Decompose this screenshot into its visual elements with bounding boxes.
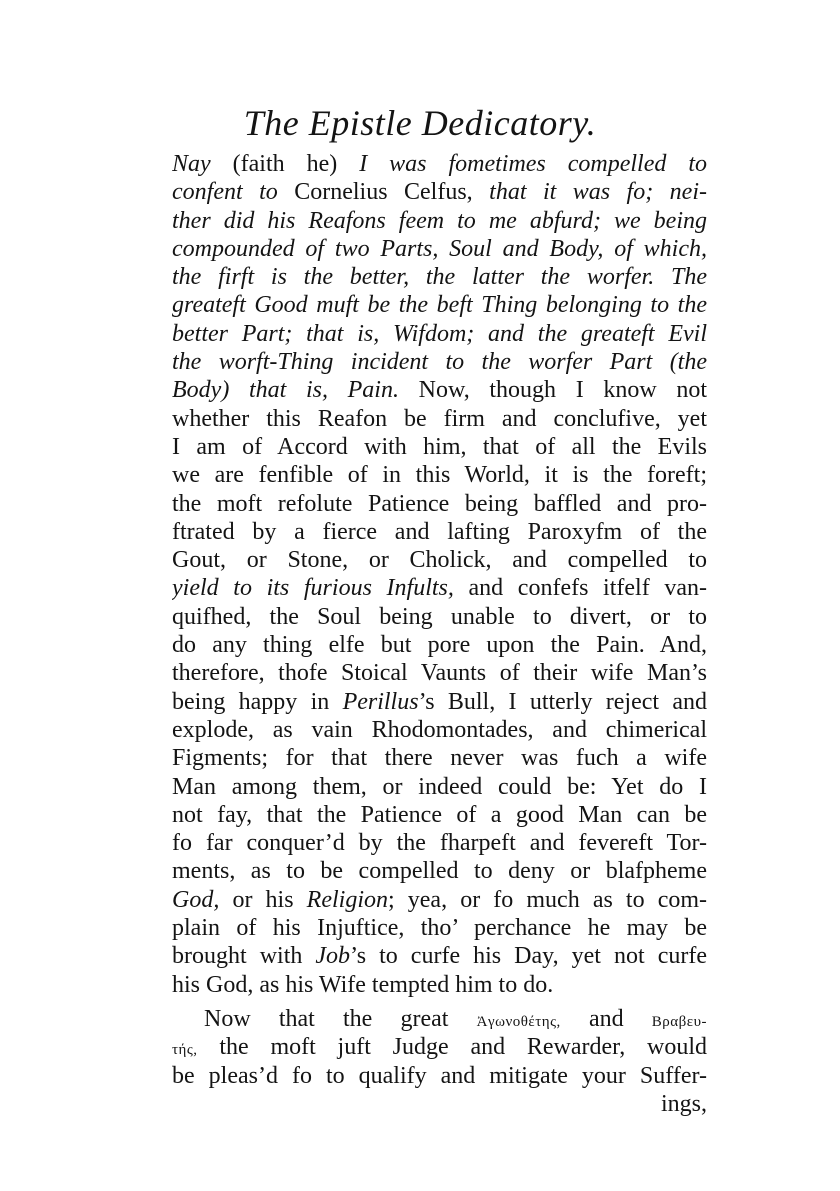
catchword <box>172 1090 707 1118</box>
roman-text: Cornelius Celfus, <box>294 179 490 206</box>
roman-text: or his <box>219 886 307 913</box>
italic-text: ther did his Reafons feem to me abfurd; we being <box>172 207 707 234</box>
text-line <box>172 1033 707 1061</box>
text-line <box>172 150 707 178</box>
italic-text: greateft Good muft be the beft Thing belonging to the <box>172 292 707 319</box>
roman-text: the moft juft Judge and Rewarder, would <box>197 1034 707 1061</box>
roman-text: brought with <box>172 943 316 970</box>
text-line <box>172 574 707 602</box>
roman-text: whether this Reafon be firm and conclufive, yet <box>172 405 707 432</box>
roman-text: and <box>560 1005 652 1032</box>
text-line <box>172 942 707 970</box>
roman-text: being happy in <box>172 688 343 715</box>
roman-text: plain of his Injuftice, tho’ perchance he may be <box>172 915 707 942</box>
roman-text: therefore, thofe Stoical Vaunts of their wife Man’s <box>172 660 707 687</box>
italic-text: compounded of two Parts, Soul and Body, of which, <box>172 235 707 262</box>
text-line <box>172 461 707 489</box>
text-line <box>172 914 707 942</box>
roman-text: ’s Bull, I utterly reject and <box>418 688 707 715</box>
italic-text: better Part; that is, Wifdom; and the greateft Evil <box>172 320 707 347</box>
text-line <box>172 291 707 319</box>
roman-text: be pleas’d fo to qualify and mitigate your Suffer- <box>172 1062 707 1089</box>
roman-text: quifhed, the Soul being unable to divert, or to <box>172 603 707 630</box>
italic-text: yield to its furious Infults, <box>172 575 454 602</box>
greek-word: τής, <box>172 1042 198 1059</box>
text-line <box>172 433 707 461</box>
roman-text: explode, as vain Rhodomontades, and chimerical <box>172 716 707 743</box>
text-line <box>172 603 707 631</box>
text-line <box>172 178 707 206</box>
text-line <box>172 744 707 772</box>
text-line <box>172 263 707 291</box>
body-text <box>172 150 707 1118</box>
roman-text: the moft refolute Patience being baffled and pro- <box>172 490 707 517</box>
running-header: The Epistle Dedicatory. <box>243 103 597 143</box>
italic-text: Perillus <box>342 688 419 715</box>
text-line <box>172 631 707 659</box>
roman-text: his God, as his Wife tempted him to do. <box>172 971 554 998</box>
greek-word: Ἀγωνοθέτης, <box>476 1013 561 1030</box>
roman-text: ; yea, or fo much as to com- <box>388 886 707 913</box>
italic-text: the worft-Thing incident to the worfer Part (the <box>172 349 707 376</box>
roman-text: ftrated by a fierce and lafting Paroxyfm of the <box>172 518 707 545</box>
text-line <box>172 235 707 263</box>
text-line <box>172 348 707 376</box>
roman-text: and confefs itfelf van- <box>453 575 707 602</box>
greek-word: Βραβευ- <box>651 1013 707 1030</box>
text-line <box>172 857 707 885</box>
text-line <box>172 659 707 687</box>
italic-text: the firft is the better, the latter the worfer. The <box>172 264 707 291</box>
roman-text: Now, though I know not <box>398 377 707 404</box>
text-line <box>172 518 707 546</box>
italic-text: God, <box>172 886 220 913</box>
roman-text: do any thing elfe but pore upon the Pain. And, <box>172 632 707 659</box>
text-line <box>172 320 707 348</box>
text-line <box>172 546 707 574</box>
italic-text: confent to <box>172 179 295 206</box>
roman-text: ’s to curfe his Day, yet not curfe <box>350 943 707 970</box>
text-line <box>172 688 707 716</box>
text-line <box>172 773 707 801</box>
roman-text: I am of Accord with him, that of all the Evils <box>172 433 707 460</box>
italic-text: Nay <box>172 151 211 177</box>
roman-text: Figments; for that there never was fuch a wife <box>172 745 707 772</box>
roman-text: Now that the great <box>204 1005 477 1032</box>
text-line <box>172 207 707 235</box>
text-line <box>172 1062 707 1090</box>
text-line <box>172 716 707 744</box>
text-line <box>172 829 707 857</box>
text-line <box>172 801 707 829</box>
text-line <box>172 405 707 433</box>
roman-text: not fay, that the Patience of a good Man can be <box>172 801 707 828</box>
italic-text: Body) that is, Pain. <box>172 377 399 404</box>
italic-text: Job <box>315 943 351 970</box>
text-line <box>172 490 707 518</box>
roman-text: Man among them, or indeed could be: Yet do I <box>172 773 707 800</box>
italic-text: Religion <box>306 886 388 913</box>
text-line <box>172 886 707 914</box>
italic-text: that it was fo; nei- <box>489 179 707 206</box>
text-line <box>172 376 707 404</box>
roman-text: (faith he) <box>210 151 360 177</box>
italic-text: I was fometimes compelled to <box>359 151 707 177</box>
text-line <box>172 1005 707 1033</box>
roman-text: fo far conquer’d by the fharpeft and fevereft Tor- <box>172 830 707 857</box>
roman-text: ments, as to be compelled to deny or blafpheme <box>172 858 707 885</box>
roman-text: we are fenfible of in this World, it is the foreft; <box>172 462 707 489</box>
roman-text: ings, <box>660 1090 707 1117</box>
text-line <box>172 971 707 999</box>
roman-text: Gout, or Stone, or Cholick, and compelled to <box>172 547 707 574</box>
